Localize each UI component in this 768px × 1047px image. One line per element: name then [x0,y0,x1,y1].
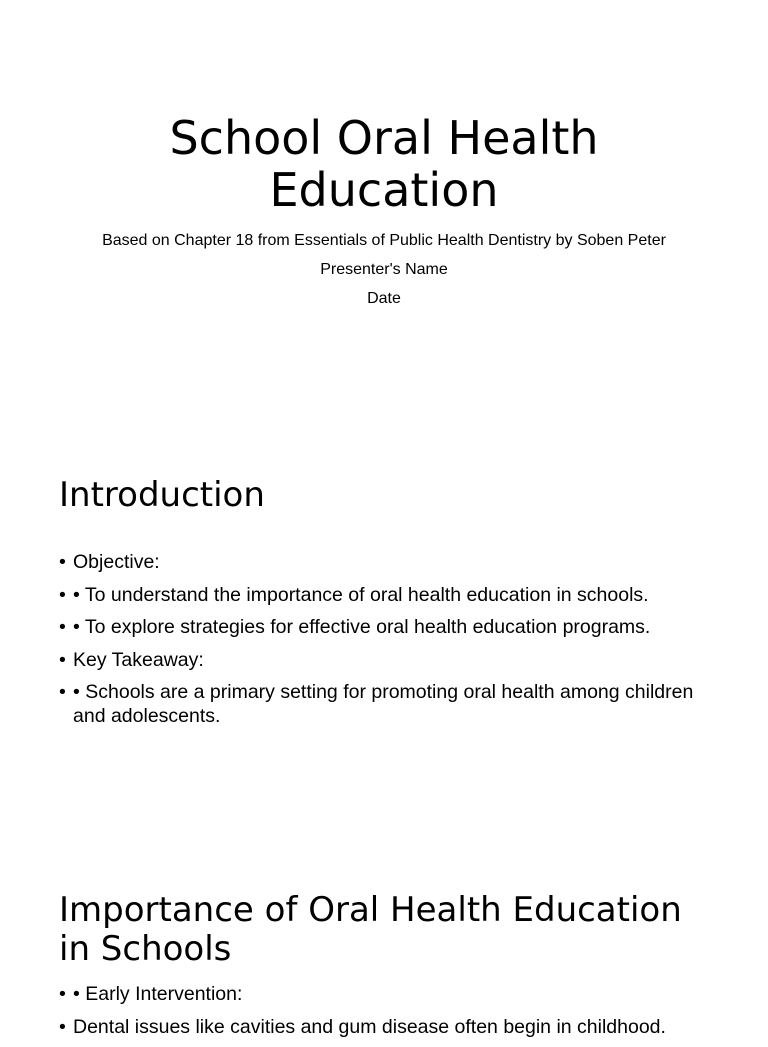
bullet-item: • • To understand the importance of oral health education in schools. [59,583,708,607]
source-reference: Based on Chapter 18 from Essentials of Public Health Dentistry by Soben Peter [102,232,666,249]
bullet-item: • • To explore strategies for effective oral health education programs. [59,615,708,639]
importance-bullet-list [59,982,708,1047]
importance-slide [0,832,768,1038]
introduction-slide [0,416,768,832]
introduction-heading: Introduction [59,475,265,515]
bullet-item: • Objective: [59,550,708,574]
presenter-name: Presenter's Name [320,261,448,278]
subtitle-block [90,230,678,317]
bullet-item: • • Early Intervention: [59,982,708,1006]
presentation-date: Date [367,290,401,307]
bullet-item: • Dental issues like cavities and gum disease often begin in childhood. [59,1015,708,1039]
bullet-item: • • Schools are a primary setting for promoting oral health among children and adolescents. [59,680,708,728]
presentation-title: School Oral Health Education [169,111,599,217]
title-slide [0,0,768,416]
bullet-item: • Key Takeaway: [59,648,708,672]
importance-heading: Importance of Oral Health Education in Schools [59,890,682,969]
introduction-bullet-list [59,550,708,737]
